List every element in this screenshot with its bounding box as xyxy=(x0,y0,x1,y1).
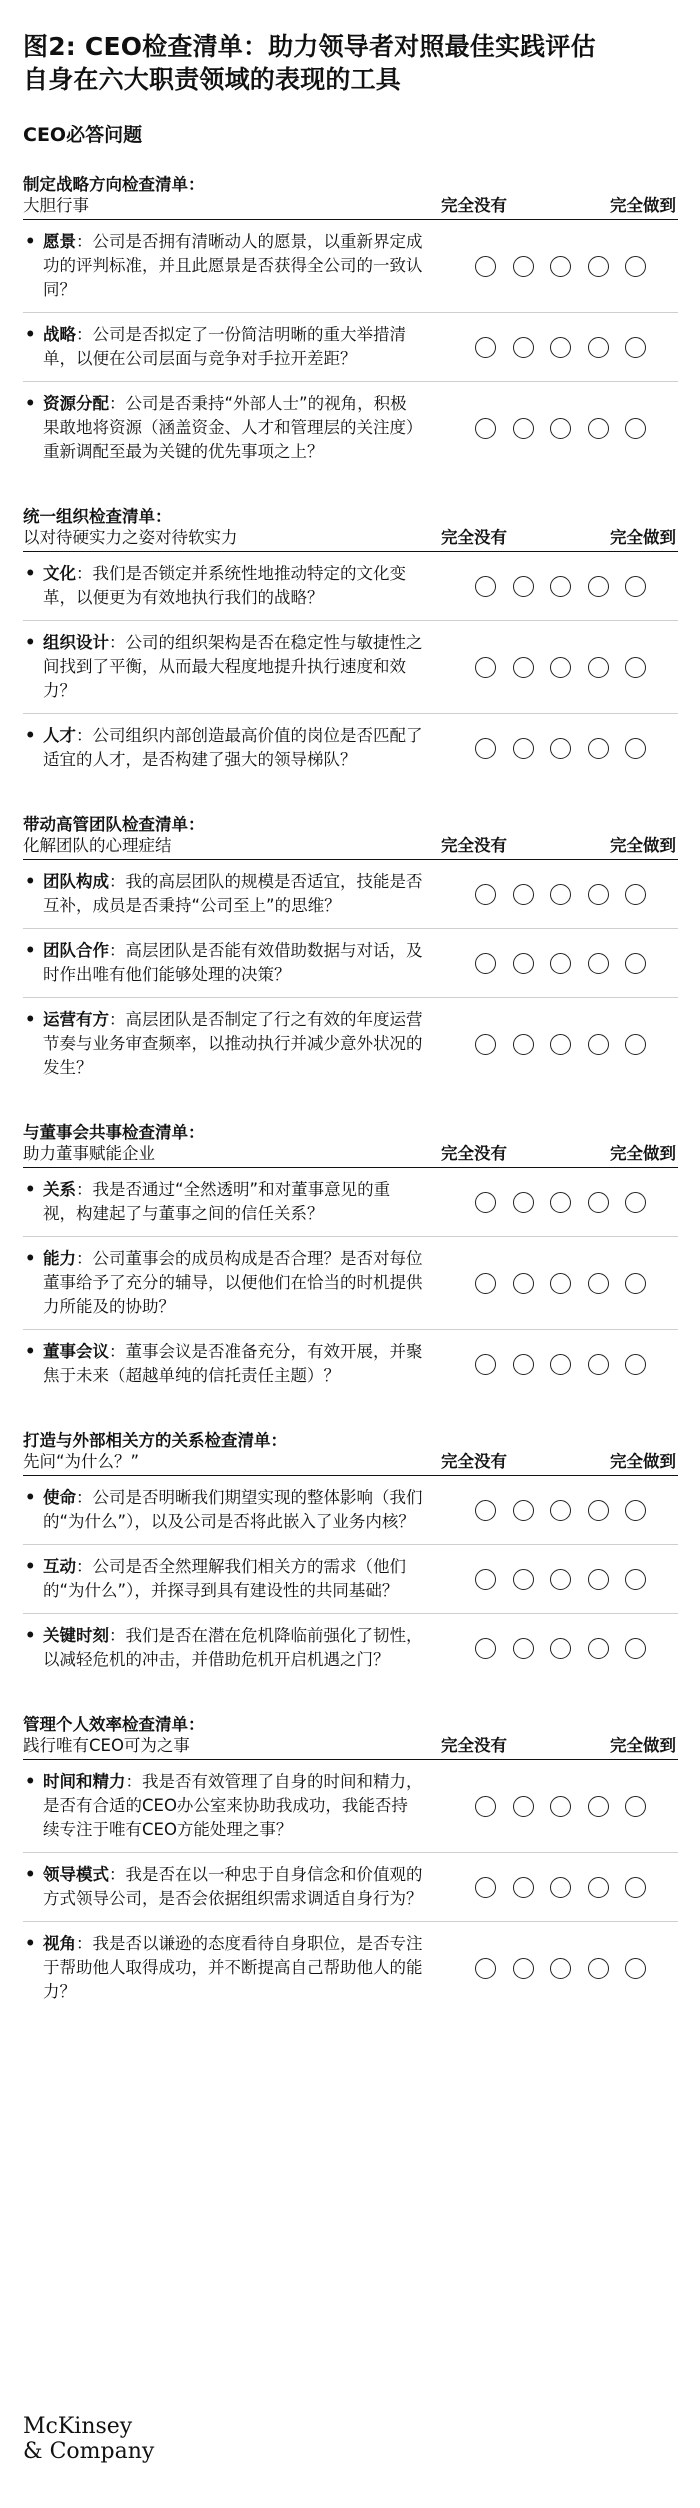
checklist-item-term: 文化 xyxy=(43,564,76,583)
checklist-item-term: 能力 xyxy=(43,1249,76,1268)
checklist-section xyxy=(23,506,678,782)
bullet-icon: • xyxy=(25,1772,36,1791)
checklist-item-body xyxy=(43,1178,423,1226)
rating-radio-3[interactable] xyxy=(550,256,571,277)
rating-radio-2[interactable] xyxy=(513,738,534,759)
checklist-item-term: 关系 xyxy=(43,1180,76,1199)
bullet-icon: • xyxy=(25,325,36,344)
section-title: 打造与外部相关方的关系检查清单： xyxy=(23,1431,287,1450)
rating-radio-3[interactable] xyxy=(550,1958,571,1979)
rating-radio-3[interactable] xyxy=(550,953,571,974)
checklist-item-question: ：我们是否在潜在危机降临前强化了韧性，以减轻危机的冲击，并借助危机开启机遇之门？ xyxy=(43,1626,423,1669)
section-subtitle: 先问“为什么？” xyxy=(23,1452,140,1471)
rating-radio-1[interactable] xyxy=(475,1569,496,1590)
rating-options xyxy=(475,337,646,358)
checklist-item-body xyxy=(43,230,423,302)
checklist-item xyxy=(23,313,678,382)
rating-radio-5[interactable] xyxy=(625,1500,646,1521)
rating-radio-2[interactable] xyxy=(513,1192,534,1213)
rating-radio-4[interactable] xyxy=(588,576,609,597)
checklist-item-body xyxy=(43,1770,423,1842)
rating-radio-3[interactable] xyxy=(550,1354,571,1375)
checklist-item-term: 领导模式 xyxy=(43,1865,109,1884)
checklist-item-text xyxy=(23,1614,423,1682)
rating-radio-1[interactable] xyxy=(475,1192,496,1213)
figure-title-line-2: 自身在六大职责领域的表现的工具 xyxy=(23,65,402,94)
checklist-item-body xyxy=(43,939,423,987)
rating-radio-1[interactable] xyxy=(475,256,496,277)
bullet-icon: • xyxy=(25,564,36,583)
rating-radio-1[interactable] xyxy=(475,1958,496,1979)
bullet-icon: • xyxy=(25,1934,36,1953)
checklist-item-term: 组织设计 xyxy=(43,633,109,652)
rating-radio-4[interactable] xyxy=(588,1273,609,1294)
scale-label-not-at-all: 完全没有 xyxy=(441,1144,507,1163)
checklist-item-question: ：我是否通过“全然透明”和对董事意见的重视，构建起了与董事之间的信任关系？ xyxy=(43,1180,391,1223)
rating-radio-5[interactable] xyxy=(625,1638,646,1659)
rating-radio-5[interactable] xyxy=(625,256,646,277)
checklist-item-term: 关键时刻 xyxy=(43,1626,109,1645)
checklist-item xyxy=(23,1760,678,1853)
rating-radio-1[interactable] xyxy=(475,1273,496,1294)
checklist-item xyxy=(23,860,678,929)
rating-radio-5[interactable] xyxy=(625,1877,646,1898)
rating-options xyxy=(475,1354,646,1375)
rating-radio-3[interactable] xyxy=(550,738,571,759)
rating-radio-4[interactable] xyxy=(588,657,609,678)
checklist-item-term: 愿景 xyxy=(43,232,76,251)
checklist-item-body xyxy=(43,870,423,918)
rating-radio-4[interactable] xyxy=(588,256,609,277)
checklist-item-body xyxy=(43,1247,423,1319)
rating-radio-4[interactable] xyxy=(588,1958,609,1979)
bullet-icon: • xyxy=(25,633,36,652)
rating-options xyxy=(475,1958,646,1979)
rating-radio-5[interactable] xyxy=(625,1034,646,1055)
checklist-item-question: ：我是否有效管理了自身的时间和精力，是否有合适的CEO办公室来协助我成功，我能否持续专注于唯有CEO方能处理之事？ xyxy=(43,1772,423,1839)
rating-options xyxy=(475,657,646,678)
section-subtitle: 助力董事赋能企业 xyxy=(23,1144,155,1163)
rating-radio-3[interactable] xyxy=(550,576,571,597)
checklist-item-body xyxy=(43,323,423,371)
checklist-item-term: 团队构成 xyxy=(43,872,109,891)
checklist-item-question: ：公司是否全然理解我们相关方的需求（他们的“为什么”），并探寻到具有建设性的共同基础？ xyxy=(43,1557,406,1600)
checklist-item-question: ：公司是否拟定了一份简洁明晰的重大举措清单，以便在公司层面与竞争对手拉开差距？ xyxy=(43,325,406,368)
rating-radio-5[interactable] xyxy=(625,1354,646,1375)
checklist-item-text xyxy=(23,313,423,381)
rating-options xyxy=(475,418,646,439)
checklist-item xyxy=(23,621,678,714)
rating-radio-1[interactable] xyxy=(475,1877,496,1898)
checklist-item-text xyxy=(23,552,423,620)
checklist-item-text xyxy=(23,1760,423,1852)
scale-label-fully-done: 完全做到 xyxy=(610,1144,676,1163)
rating-options xyxy=(475,1500,646,1521)
rating-radio-2[interactable] xyxy=(513,657,534,678)
rating-radio-4[interactable] xyxy=(588,1354,609,1375)
checklist-item xyxy=(23,1853,678,1922)
rating-radio-5[interactable] xyxy=(625,1273,646,1294)
checklist-item-question: ：公司是否拥有清晰动人的愿景，以重新界定成功的评判标准，并且此愿景是否获得全公司的一致认同？ xyxy=(43,232,423,299)
rating-radio-1[interactable] xyxy=(475,1638,496,1659)
checklist-item-body xyxy=(43,724,423,772)
checklist-item-question: ：高层团队是否制定了行之有效的年度运营节奏与业务审查频率，以推动执行并减少意外状况的发生？ xyxy=(43,1010,423,1077)
rating-scale-labels xyxy=(441,1451,676,1473)
checklist-item-text xyxy=(23,714,423,782)
section-header xyxy=(23,836,678,860)
rating-radio-4[interactable] xyxy=(588,884,609,905)
checklist-item-body xyxy=(43,1932,423,2004)
checklist-item-body xyxy=(43,1863,423,1911)
section-subtitle: 以对待硬实力之姿对待软实力 xyxy=(23,528,238,547)
checklist-item xyxy=(23,220,678,313)
rating-radio-1[interactable] xyxy=(475,418,496,439)
checklist-item-question: ：公司组织内部创造最高价值的岗位是否匹配了适宜的人才，是否构建了强大的领导梯队？ xyxy=(43,726,423,769)
rating-radio-5[interactable] xyxy=(625,1192,646,1213)
checklist-item-body xyxy=(43,631,423,703)
rating-radio-1[interactable] xyxy=(475,884,496,905)
rating-radio-3[interactable] xyxy=(550,1034,571,1055)
checklist-item xyxy=(23,1237,678,1330)
scale-label-not-at-all: 完全没有 xyxy=(441,196,507,215)
rating-radio-5[interactable] xyxy=(625,337,646,358)
section-header xyxy=(23,1144,678,1168)
checklist-item-question: ：我是否在以一种忠于自身信念和价值观的方式领导公司，是否会依据组织需求调适自身行为？ xyxy=(43,1865,423,1908)
checklist-item xyxy=(23,552,678,621)
rating-radio-1[interactable] xyxy=(475,657,496,678)
bullet-icon: • xyxy=(25,1626,36,1645)
checklist-item-question: ：董事会议是否准备充分，有效开展，并聚焦于未来（超越单纯的信托责任主题）？ xyxy=(43,1342,423,1385)
checklist-item-term: 运营有方 xyxy=(43,1010,109,1029)
checklist-item xyxy=(23,1476,678,1545)
rating-radio-4[interactable] xyxy=(588,1569,609,1590)
rating-radio-2[interactable] xyxy=(513,1034,534,1055)
rating-radio-5[interactable] xyxy=(625,738,646,759)
section-title: 与董事会共事检查清单： xyxy=(23,1123,205,1142)
section-subtitle: 大胆行事 xyxy=(23,196,89,215)
scale-label-not-at-all: 完全没有 xyxy=(441,528,507,547)
logo-line-1: McKinsey xyxy=(23,2414,133,2439)
section-title: 统一组织检查清单： xyxy=(23,507,172,526)
checklist-item-term: 董事会议 xyxy=(43,1342,109,1361)
checklist-item xyxy=(23,382,678,474)
rating-radio-3[interactable] xyxy=(550,1273,571,1294)
rating-radio-2[interactable] xyxy=(513,1500,534,1521)
rating-radio-2[interactable] xyxy=(513,1796,534,1817)
rating-options xyxy=(475,256,646,277)
checklist-item xyxy=(23,1168,678,1237)
rating-radio-4[interactable] xyxy=(588,1638,609,1659)
rating-radio-4[interactable] xyxy=(588,337,609,358)
checklist-item-body xyxy=(43,1555,423,1603)
bullet-icon: • xyxy=(25,1180,36,1199)
scale-label-fully-done: 完全做到 xyxy=(610,1452,676,1471)
rating-radio-2[interactable] xyxy=(513,576,534,597)
checklist-sections xyxy=(23,174,678,2014)
rating-scale-labels xyxy=(441,835,676,857)
checklist-item-term: 资源分配 xyxy=(43,394,109,413)
checklist-item-term: 互动 xyxy=(43,1557,76,1576)
checklist-item-text xyxy=(23,1330,423,1398)
checklist-item-body xyxy=(43,1624,423,1672)
checklist-item-body xyxy=(43,392,423,464)
rating-radio-3[interactable] xyxy=(550,657,571,678)
rating-options xyxy=(475,1569,646,1590)
rating-radio-2[interactable] xyxy=(513,1958,534,1979)
scale-label-not-at-all: 完全没有 xyxy=(441,1452,507,1471)
rating-radio-5[interactable] xyxy=(625,884,646,905)
rating-options xyxy=(475,1034,646,1055)
bullet-icon: • xyxy=(25,1249,36,1268)
section-title: 制定战略方向检查清单： xyxy=(23,175,205,194)
checklist-item xyxy=(23,1922,678,2014)
rating-scale-labels xyxy=(441,1143,676,1165)
checklist-section xyxy=(23,1714,678,2014)
bullet-icon: • xyxy=(25,872,36,891)
checklist-item-text xyxy=(23,1476,423,1544)
scale-label-not-at-all: 完全没有 xyxy=(441,836,507,855)
checklist-item-question: ：高层团队是否能有效借助数据与对话，及时作出唯有他们能够处理的决策？ xyxy=(43,941,423,984)
checklist-item-term: 战略 xyxy=(43,325,76,344)
scale-label-fully-done: 完全做到 xyxy=(610,528,676,547)
scale-label-fully-done: 完全做到 xyxy=(610,196,676,215)
section-header xyxy=(23,1452,678,1476)
rating-radio-2[interactable] xyxy=(513,1877,534,1898)
checklist-item xyxy=(23,714,678,782)
rating-radio-4[interactable] xyxy=(588,1034,609,1055)
checklist-item-text xyxy=(23,860,423,928)
checklist-item-text xyxy=(23,621,423,713)
checklist-section xyxy=(23,1122,678,1398)
rating-radio-2[interactable] xyxy=(513,1569,534,1590)
rating-options xyxy=(475,884,646,905)
rating-radio-3[interactable] xyxy=(550,1796,571,1817)
rating-radio-2[interactable] xyxy=(513,1638,534,1659)
rating-radio-5[interactable] xyxy=(625,1796,646,1817)
checklist-section xyxy=(23,1430,678,1682)
checklist-item-text xyxy=(23,929,423,997)
rating-options xyxy=(475,1877,646,1898)
checklist-item xyxy=(23,1330,678,1398)
rating-radio-5[interactable] xyxy=(625,953,646,974)
checklist-item-text xyxy=(23,382,423,474)
bullet-icon: • xyxy=(25,1865,36,1884)
section-title: 管理个人效率检查清单： xyxy=(23,1715,205,1734)
section-title: 带动高管团队检查清单： xyxy=(23,815,205,834)
checklist-item-term: 团队合作 xyxy=(43,941,109,960)
checklist-item-question: ：公司是否明晰我们期望实现的整体影响（我们的“为什么”），以及公司是否将此嵌入了业务内核？ xyxy=(43,1488,423,1531)
checklist-section xyxy=(23,174,678,474)
rating-radio-4[interactable] xyxy=(588,953,609,974)
checklist-item-body xyxy=(43,562,423,610)
checklist-item-body xyxy=(43,1008,423,1080)
checklist-item-body xyxy=(43,1340,423,1388)
bullet-icon: • xyxy=(25,941,36,960)
checklist-item xyxy=(23,1545,678,1614)
rating-options xyxy=(475,1273,646,1294)
section-header xyxy=(23,528,678,552)
checklist-section xyxy=(23,814,678,1090)
checklist-item xyxy=(23,998,678,1090)
section-subtitle: 化解团队的心理症结 xyxy=(23,836,172,855)
rating-radio-3[interactable] xyxy=(550,1192,571,1213)
checklist-item-text xyxy=(23,1853,423,1921)
scale-label-fully-done: 完全做到 xyxy=(610,1736,676,1755)
bullet-icon: • xyxy=(25,726,36,745)
checklist-item-text xyxy=(23,1922,423,2014)
checklist-item-text xyxy=(23,1168,423,1236)
checklist-item-body xyxy=(43,1486,423,1534)
bullet-icon: • xyxy=(25,1342,36,1361)
checklist-item-question: ：我是否以谦逊的态度看待自身职位，是否专注于帮助他人取得成功，并不断提高自己帮助他人的能力？ xyxy=(43,1934,423,2001)
rating-radio-4[interactable] xyxy=(588,1877,609,1898)
logo-line-2: & Company xyxy=(23,2439,155,2464)
rating-radio-4[interactable] xyxy=(588,418,609,439)
checklist-item-text xyxy=(23,1237,423,1329)
figure-title xyxy=(23,30,678,96)
rating-radio-3[interactable] xyxy=(550,1877,571,1898)
rating-radio-2[interactable] xyxy=(513,337,534,358)
checklist-item-question: ：我们是否锁定并系统性地推动特定的文化变革，以便更为有效地执行我们的战略？ xyxy=(43,564,406,607)
rating-radio-3[interactable] xyxy=(550,1638,571,1659)
checklist-item-term: 使命 xyxy=(43,1488,76,1507)
rating-radio-1[interactable] xyxy=(475,1500,496,1521)
rating-radio-5[interactable] xyxy=(625,657,646,678)
rating-radio-5[interactable] xyxy=(625,1958,646,1979)
checklist-item-question: ：公司是否秉持“外部人士”的视角，积极果敢地将资源（涵盖资金、人才和管理层的关注度）重新调配至最为关键的优先事项之上？ xyxy=(43,394,423,461)
section-header xyxy=(23,196,678,220)
bullet-icon: • xyxy=(25,1488,36,1507)
checklist-item-term: 视角 xyxy=(43,1934,76,1953)
rating-radio-2[interactable] xyxy=(513,418,534,439)
checklist-item-text xyxy=(23,220,423,312)
section-header xyxy=(23,1736,678,1760)
rating-options xyxy=(475,1638,646,1659)
bullet-icon: • xyxy=(25,232,36,251)
checklist-item xyxy=(23,929,678,998)
rating-radio-5[interactable] xyxy=(625,418,646,439)
rating-options xyxy=(475,738,646,759)
rating-options xyxy=(475,1796,646,1817)
bullet-icon: • xyxy=(25,1010,36,1029)
rating-radio-3[interactable] xyxy=(550,1569,571,1590)
checklist-item-term: 人才 xyxy=(43,726,76,745)
figure-subtitle: CEO必答问题 xyxy=(23,124,143,146)
rating-radio-3[interactable] xyxy=(550,1500,571,1521)
mckinsey-logo xyxy=(23,2414,154,2464)
rating-radio-3[interactable] xyxy=(550,337,571,358)
rating-radio-1[interactable] xyxy=(475,337,496,358)
rating-radio-3[interactable] xyxy=(550,884,571,905)
rating-radio-1[interactable] xyxy=(475,1034,496,1055)
rating-radio-4[interactable] xyxy=(588,738,609,759)
figure-title-line-1: 图2: CEO检查清单：助力领导者对照最佳实践评估 xyxy=(23,32,596,61)
rating-radio-2[interactable] xyxy=(513,1354,534,1375)
rating-radio-2[interactable] xyxy=(513,884,534,905)
bullet-icon: • xyxy=(25,1557,36,1576)
rating-radio-4[interactable] xyxy=(588,1796,609,1817)
rating-options xyxy=(475,953,646,974)
checklist-item-text xyxy=(23,1545,423,1613)
scale-label-fully-done: 完全做到 xyxy=(610,836,676,855)
checklist-item xyxy=(23,1614,678,1682)
rating-scale-labels xyxy=(441,527,676,549)
rating-radio-1[interactable] xyxy=(475,1796,496,1817)
rating-options xyxy=(475,576,646,597)
bullet-icon: • xyxy=(25,394,36,413)
rating-radio-1[interactable] xyxy=(475,953,496,974)
rating-radio-4[interactable] xyxy=(588,1500,609,1521)
checklist-item-question: ：公司董事会的成员构成是否合理？是否对每位董事给予了充分的辅导，以便他们在恰当的时机提供力所能及的协助？ xyxy=(43,1249,423,1316)
rating-radio-1[interactable] xyxy=(475,738,496,759)
rating-scale-labels xyxy=(441,1735,676,1757)
section-subtitle: 践行唯有CEO可为之事 xyxy=(23,1736,190,1755)
rating-options xyxy=(475,1192,646,1213)
rating-radio-5[interactable] xyxy=(625,1569,646,1590)
rating-radio-2[interactable] xyxy=(513,953,534,974)
checklist-item-question: ：公司的组织架构是否在稳定性与敏捷性之间找到了平衡，从而最大程度地提升执行速度和效力？ xyxy=(43,633,423,700)
rating-radio-5[interactable] xyxy=(625,576,646,597)
checklist-item-question: ：我的高层团队的规模是否适宜，技能是否互补，成员是否秉持“公司至上”的思维？ xyxy=(43,872,423,915)
rating-radio-2[interactable] xyxy=(513,1273,534,1294)
scale-label-not-at-all: 完全没有 xyxy=(441,1736,507,1755)
rating-radio-4[interactable] xyxy=(588,1192,609,1213)
checklist-item-text xyxy=(23,998,423,1090)
rating-radio-3[interactable] xyxy=(550,418,571,439)
rating-radio-1[interactable] xyxy=(475,576,496,597)
rating-radio-1[interactable] xyxy=(475,1354,496,1375)
checklist-item-term: 时间和精力 xyxy=(43,1772,126,1791)
rating-scale-labels xyxy=(441,195,676,217)
rating-radio-2[interactable] xyxy=(513,256,534,277)
